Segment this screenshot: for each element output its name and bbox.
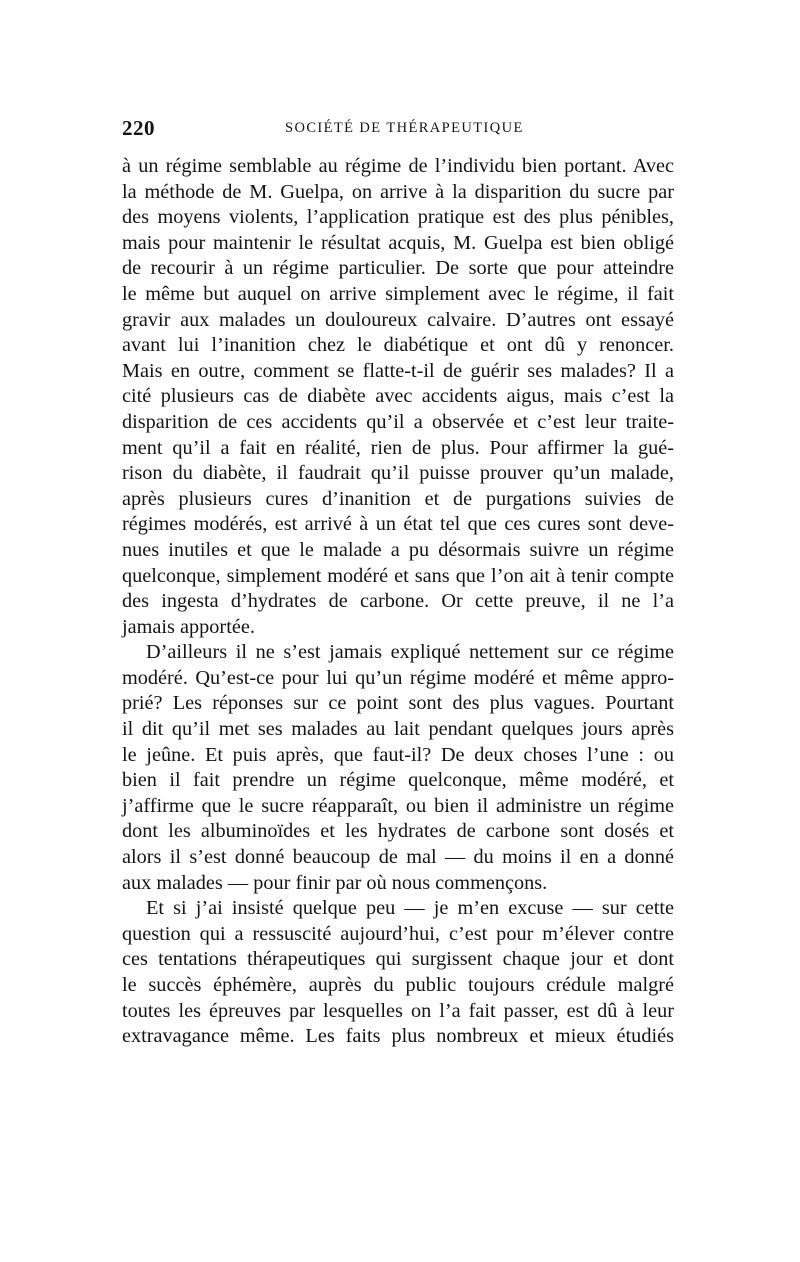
running-head bbox=[122, 116, 674, 142]
text-line: de recourir à un régime particulier. De sorte que pour atteindre bbox=[122, 257, 674, 280]
text-line: des moyens violents, l’application pratique est des plus pénibles, bbox=[122, 206, 674, 229]
text-line: bien il fait prendre un régime quelconque, même modéré, et bbox=[122, 769, 674, 792]
text-line: quelconque, simplement modéré et sans que l’on ait à tenir compte bbox=[122, 564, 674, 587]
text-line: disparition de ces accidents qu’il a observée et c’est leur traite- bbox=[122, 410, 674, 433]
text-line: nues inutiles et que le malade a pu désormais suivre un régime bbox=[122, 538, 674, 561]
text-line: mais pour maintenir le résultat acquis, M. Guelpa est bien obligé bbox=[122, 231, 674, 254]
text-line: il dit qu’il met ses malades au lait pendant quelques jours après bbox=[122, 718, 674, 741]
text-line: après plusieurs cures d’inanition et de purgations suivies de bbox=[122, 487, 674, 510]
text-line: j’affirme que le sucre réapparaît, ou bien il administre un régime bbox=[122, 794, 674, 817]
text-line: le succès éphémère, auprès du public toujours crédule malgré bbox=[122, 974, 674, 996]
text-line: question qui a ressuscité aujourd’hui, c’est pour m’élever contre bbox=[122, 922, 674, 945]
text-line: extravagance même. Les faits plus nombreux et mieux étudiés bbox=[122, 1025, 674, 1048]
text-line: avant lui l’inanition chez le diabétique et ont dû y renoncer. bbox=[122, 334, 674, 357]
body-text bbox=[122, 154, 674, 1050]
text-line: jamais apportée. bbox=[122, 615, 255, 638]
text-line: le même but auquel on arrive simplement avec le régime, il fait bbox=[122, 282, 674, 305]
page-number: 220 bbox=[122, 116, 155, 140]
text-line: régimes modérés, est arrivé à un état tel que ces cures sont deve- bbox=[122, 513, 674, 536]
text-line: ment qu’il a fait en réalité, rien de plus. Pour affirmer la gué- bbox=[122, 436, 674, 459]
text-line: cité plusieurs cas de diabète avec accidents aigus, mais c’est la bbox=[122, 385, 674, 408]
text-line: rison du diabète, il faudrait qu’il puisse prouver qu’un malade, bbox=[122, 462, 674, 485]
text-line: alors il s’est donné beaucoup de mal — du moins il en a donné bbox=[122, 846, 674, 869]
text-line: prié? Les réponses sur ce point sont des plus vagues. Pourtant bbox=[122, 692, 674, 715]
text-line: toutes les épreuves par lesquelles on l’a fait passer, est dû à leur bbox=[122, 999, 674, 1022]
text-line: ces tentations thérapeutiques qui surgissent chaque jour et dont bbox=[122, 948, 674, 971]
text-line: la méthode de M. Guelpa, on arrive à la disparition du sucre par bbox=[122, 180, 674, 203]
text-line: gravir aux malades un douloureux calvaire. D’autres ont essayé bbox=[122, 308, 674, 331]
text-line: le jeûne. Et puis après, que faut-il? De deux choses l’une : ou bbox=[122, 743, 674, 766]
text-line: modéré. Qu’est-ce pour lui qu’un régime modéré et même appro- bbox=[122, 666, 674, 689]
running-title: SOCIÉTÉ DE THÉRAPEUTIQUE bbox=[285, 120, 524, 136]
text-line: Et si j’ai insisté quelque peu — je m’en excuse — sur cette bbox=[146, 897, 674, 920]
text-line: Mais en outre, comment se flatte-t-il de guérir ses malades? Il a bbox=[122, 359, 674, 382]
text-line: aux malades — pour finir par où nous commençons. bbox=[122, 871, 548, 894]
text-line: des ingesta d’hydrates de carbone. Or cette preuve, il ne l’a bbox=[122, 590, 674, 613]
text-line: à un régime semblable au régime de l’individu bien portant. Avec bbox=[122, 155, 674, 177]
text-line: dont les albuminoïdes et les hydrates de carbone sont dosés et bbox=[122, 820, 674, 843]
text-line: D’ailleurs il ne s’est jamais expliqué nettement sur ce régime bbox=[146, 641, 674, 664]
